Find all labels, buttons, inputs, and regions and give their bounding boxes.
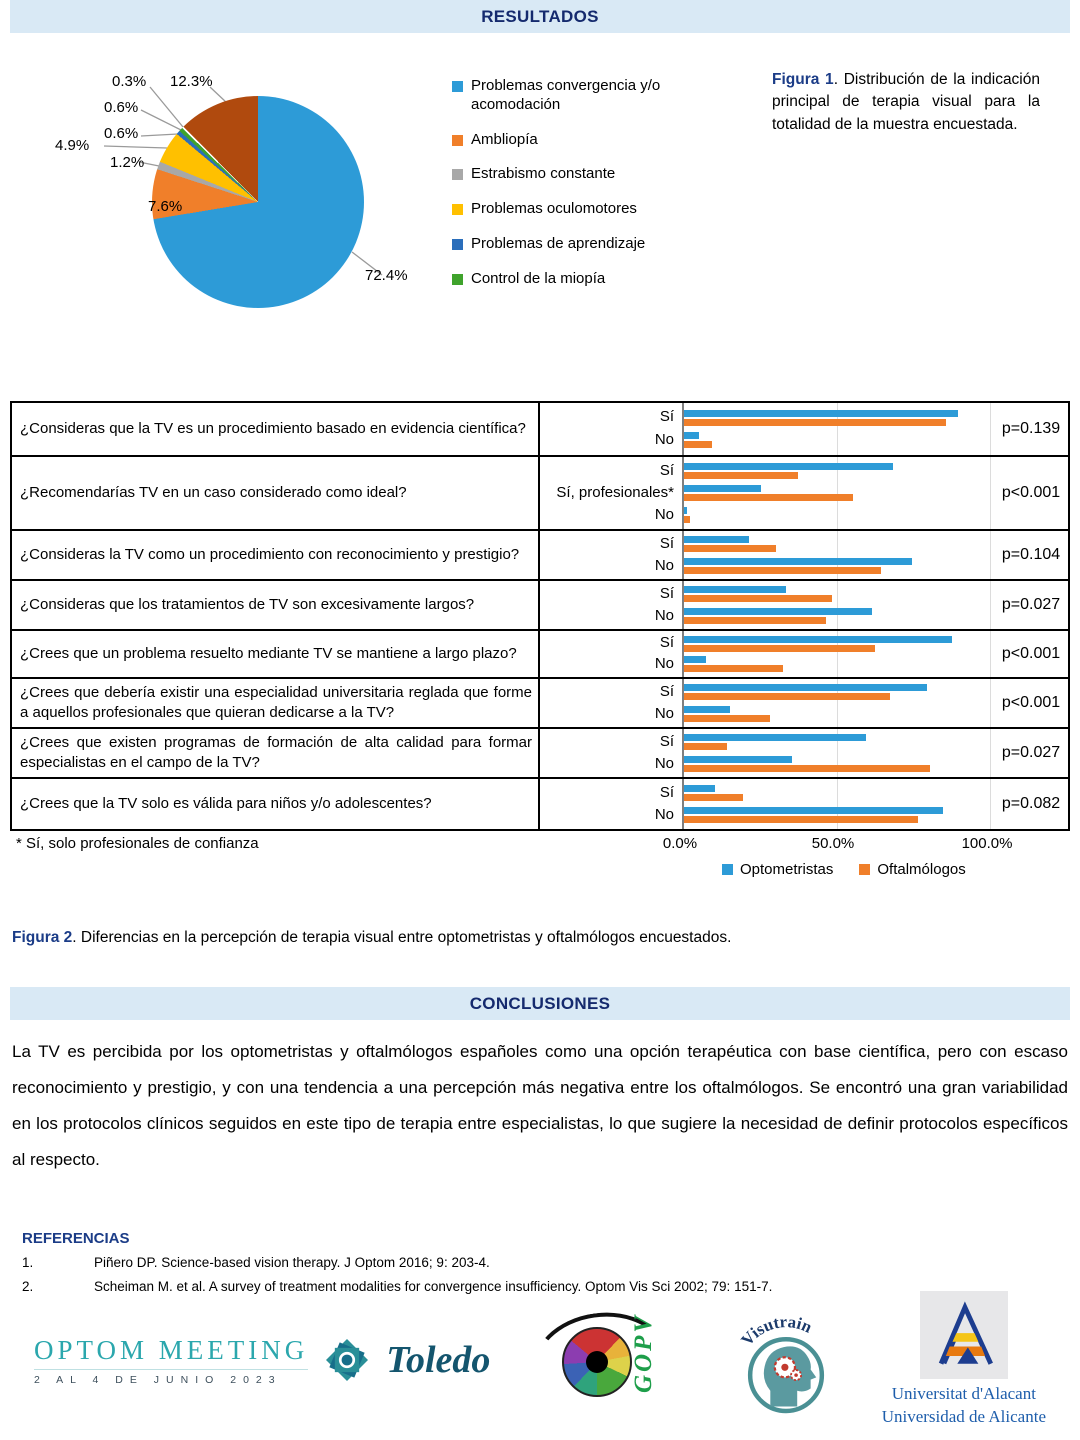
answer-label-column — [540, 779, 682, 829]
reference-text: Piñero DP. Science-based vision therapy. J Optom 2016; 9: 203-4. — [94, 1255, 490, 1271]
figura2-caption-label: Figura 2 — [12, 929, 73, 946]
bar-group — [684, 410, 992, 426]
p-value: p=0.027 — [1001, 596, 1061, 613]
question-cell: ¿Recomendarías TV en un caso considerado como ideal? — [12, 457, 540, 529]
conclusiones-section-header: CONCLUSIONES — [10, 987, 1070, 1020]
pie-chart — [152, 96, 364, 308]
legend-swatch-icon — [452, 135, 463, 146]
pie-slice-label: 0.3% — [112, 73, 147, 90]
answer-label: Sí — [659, 683, 674, 700]
reference-number: 2. — [22, 1279, 34, 1295]
oftalmologos-bar — [684, 516, 690, 523]
optometristas-bar — [684, 756, 792, 763]
pie-legend-item — [452, 235, 752, 254]
ua-name-spanish: Universidad de Alicante — [881, 1407, 1046, 1426]
bar-group — [684, 656, 992, 672]
ua-triangle-icon — [920, 1291, 1008, 1379]
legend-label: Control de la miopía — [471, 269, 606, 287]
answer-label-column — [540, 403, 682, 455]
reference-text: Scheiman M. et al. A survey of treatment modalities for convergence insufficiency. Optom Vis Sci 2002; 79: 151-7. — [94, 1279, 773, 1295]
p-value: p<0.001 — [1001, 694, 1061, 711]
toledo-wordmark: Toledo — [386, 1339, 491, 1381]
answer-label-column — [540, 531, 682, 579]
question-cell: ¿Consideras que los tratamientos de TV son excesivamente largos? — [12, 581, 540, 629]
optometristas-bar — [684, 656, 706, 663]
bar-group — [684, 432, 992, 448]
answer-label: Sí — [659, 733, 674, 750]
bar-group — [684, 636, 992, 652]
p-value: p<0.001 — [1001, 645, 1061, 662]
optometristas-bar — [684, 684, 927, 691]
bar-group — [684, 734, 992, 750]
bar-group — [684, 608, 992, 624]
conclusiones-paragraph: La TV es percibida por los optometristas y oftalmólogos españoles como una opción terapéutica con base científica, pero con escaso reconocimiento y prestigio, y con una tendencia a una percepción más negativa entre los oftalmólogos. Se encontró una gran variabilidad en los protocolos clínicos seguidos en este tipo de terapia entre especialistas, lo que sugiere la necesidad de definir protocolos específicos al respecto. — [12, 1042, 1068, 1170]
pie-legend-item — [452, 77, 752, 115]
legend-swatch-icon — [722, 864, 733, 875]
bar-group — [684, 706, 992, 722]
legend-label: Ambliopía — [471, 130, 538, 148]
gear-small-center — [794, 1373, 798, 1377]
bar-group — [684, 807, 992, 823]
answer-label: Sí — [659, 408, 674, 426]
gopv-eye-logo — [530, 1305, 690, 1415]
bar-group — [684, 558, 992, 574]
visutrain-arched-text: Visutrain — [737, 1312, 815, 1350]
table-row — [12, 581, 1068, 631]
toledo-star-icon — [320, 1333, 374, 1387]
answer-label-column — [540, 679, 682, 727]
bar-group — [684, 485, 992, 501]
question-cell: ¿Crees que un problema resuelto mediante TV se mantiene a largo plazo? — [12, 631, 540, 677]
university-alicante-logo — [882, 1291, 1046, 1429]
table-row — [12, 403, 1068, 457]
optometristas-bar — [684, 463, 893, 470]
bars-cell — [682, 779, 992, 829]
answer-label: No — [654, 556, 674, 574]
table-row — [12, 631, 1068, 679]
table-footnote: * Sí, solo profesionales de confianza — [16, 835, 259, 852]
oftalmologos-bar — [684, 743, 727, 750]
legend-label: Problemas convergencia y/o acomodación — [471, 77, 661, 113]
reference-item — [22, 1255, 1080, 1270]
optom-meeting-title: OPTOM MEETING — [34, 1335, 308, 1370]
p-value: p=0.104 — [1001, 546, 1061, 563]
pie-slice-label: 4.9% — [55, 137, 90, 154]
optometristas-bar — [684, 636, 952, 643]
bar-chart-legend — [722, 861, 966, 878]
resultados-section-header: RESULTADOS — [10, 0, 1070, 33]
optometristas-bar — [684, 485, 761, 492]
eye-iris-icon — [562, 1327, 632, 1397]
figura1-caption-text: . Distribución de la indicación principal de terapia visual para la totalidad de la muestra encuestada. — [772, 71, 1040, 133]
bars-cell — [682, 531, 992, 579]
references-block — [22, 1230, 1080, 1294]
optometristas-bar — [684, 432, 699, 439]
bars-cell — [682, 457, 992, 529]
ua-name-text — [882, 1383, 1046, 1429]
bar-group — [684, 586, 992, 602]
optometristas-bar — [684, 734, 866, 741]
pie-legend-item — [452, 131, 752, 150]
oftalmologos-bar — [684, 715, 770, 722]
oftalmologos-bar — [684, 472, 798, 479]
answer-label-column — [540, 581, 682, 629]
pie-slice-label: 7.6% — [148, 198, 183, 215]
table-row — [12, 457, 1068, 531]
optometristas-bar — [684, 706, 730, 713]
answer-label-column — [540, 631, 682, 677]
legend-swatch-icon — [452, 204, 463, 215]
question-cell: ¿Crees que debería existir una especialidad universitaria reglada que forme a aquellos profesionales que quieran dedicarse a la TV? — [12, 679, 540, 727]
references-list — [22, 1255, 1080, 1294]
pie-legend — [452, 77, 752, 304]
answer-label: No — [654, 704, 674, 722]
optom-meeting-logo — [34, 1333, 490, 1387]
bars-cell — [682, 403, 992, 455]
oftalmologos-bar — [684, 567, 881, 574]
bar-group — [684, 507, 992, 523]
pie-slice-label: 0.6% — [104, 125, 139, 142]
legend-label: Oftalmólogos — [877, 861, 966, 878]
x-axis-tick: 100.0% — [961, 835, 1013, 852]
oftalmologos-bar — [684, 595, 832, 602]
optom-meeting-dates: 2 AL 4 DE JUNIO 2023 — [34, 1373, 282, 1386]
oftalmologos-bar — [684, 545, 776, 552]
answer-label-column — [540, 457, 682, 529]
oftalmologos-bar — [684, 441, 712, 448]
pie-chart-area — [10, 55, 460, 355]
pie-slice-label: 1.2% — [110, 154, 145, 171]
answer-label: No — [654, 805, 674, 823]
answer-label: Sí — [659, 783, 674, 801]
legend-label: Problemas de aprendizaje — [471, 234, 646, 252]
answer-label: Sí — [659, 535, 674, 552]
answer-label: No — [654, 505, 674, 523]
bars-cell — [682, 581, 992, 629]
reference-number: 1. — [22, 1255, 34, 1271]
x-axis-tick: 50.0% — [811, 835, 855, 852]
optom-meeting-text — [34, 1335, 308, 1386]
p-value: p<0.001 — [1001, 484, 1061, 501]
pie-legend-item — [452, 200, 752, 219]
legend-label: Problemas oculomotores — [471, 200, 637, 217]
legend-swatch-icon — [452, 81, 463, 92]
bar-legend-item — [722, 861, 833, 878]
legend-swatch-icon — [452, 239, 463, 250]
figura1-caption — [772, 69, 1040, 136]
p-value: p=0.139 — [1001, 420, 1061, 437]
answer-label: No — [654, 655, 674, 673]
optometristas-bar — [684, 507, 687, 514]
gear-center — [781, 1364, 788, 1371]
pie-legend-item — [452, 270, 752, 289]
bar-group — [684, 536, 992, 552]
optometristas-bar — [684, 608, 872, 615]
answer-label: Sí — [659, 461, 674, 479]
p-value: p=0.082 — [1001, 795, 1061, 812]
pie-legend-item — [452, 165, 752, 184]
figura2-caption-text: . Diferencias en la percepción de terapia visual entre optometristas y oftalmólogos encuestados. — [72, 929, 732, 946]
bar-group — [684, 684, 992, 700]
oftalmologos-bar — [684, 617, 826, 624]
answer-label: No — [654, 431, 674, 449]
answer-label: Sí, profesionales* — [556, 483, 674, 501]
optometristas-bar — [684, 536, 749, 543]
answer-label: Sí — [659, 634, 674, 652]
legend-swatch-icon — [859, 864, 870, 875]
bar-legend-item — [859, 861, 965, 878]
optometristas-bar — [684, 807, 943, 814]
legend-swatch-icon — [452, 274, 463, 285]
question-cell: ¿Crees que existen programas de formación de alta calidad para formar especialistas en el campo de la TV? — [12, 729, 540, 777]
answer-label-column — [540, 729, 682, 777]
table-row — [12, 729, 1068, 779]
optometristas-bar — [684, 785, 715, 792]
ua-name-valencian: Universitat d'Alacant — [891, 1384, 1036, 1404]
answer-label: No — [654, 606, 674, 624]
pie-slice-label: 0.6% — [104, 99, 139, 116]
visutrain-logo — [730, 1301, 842, 1419]
survey-bar-table — [10, 401, 1070, 831]
answer-label: Sí — [659, 585, 674, 602]
oftalmologos-bar — [684, 645, 875, 652]
references-title: REFERENCIAS — [22, 1230, 130, 1248]
bars-cell — [682, 679, 992, 727]
bar-group — [684, 463, 992, 479]
bars-cell — [682, 631, 992, 677]
table-row — [12, 531, 1068, 581]
optometristas-bar — [684, 558, 912, 565]
x-axis-tick: 0.0% — [662, 835, 698, 852]
gopv-wordmark: GOPV — [630, 1312, 658, 1394]
figura1-caption-label: Figura 1 — [772, 71, 834, 88]
optometristas-bar — [684, 410, 958, 417]
figura2-caption — [12, 929, 1070, 947]
oftalmologos-bar — [684, 419, 946, 426]
question-cell: ¿Crees que la TV solo es válida para niños y/o adolescentes? — [12, 779, 540, 829]
bar-group — [684, 785, 992, 801]
question-cell: ¿Consideras que la TV es un procedimiento basado en evidencia científica? — [12, 403, 540, 455]
oftalmologos-bar — [684, 816, 918, 823]
chart-axis-area — [10, 831, 1070, 903]
p-value: p=0.027 — [1001, 744, 1061, 761]
oftalmologos-bar — [684, 665, 783, 672]
eye-pupil — [586, 1351, 608, 1373]
oftalmologos-bar — [684, 693, 890, 700]
question-cell: ¿Consideras la TV como un procedimiento con reconocimiento y prestigio? — [12, 531, 540, 579]
oftalmologos-bar — [684, 794, 743, 801]
pie-slice-label: 12.3% — [170, 73, 213, 90]
legend-label: Optometristas — [740, 861, 834, 878]
table-row — [12, 779, 1068, 831]
optometristas-bar — [684, 586, 786, 593]
answer-label: No — [654, 754, 674, 772]
legend-swatch-icon — [452, 169, 463, 180]
pie-slice-label: 72.4% — [365, 267, 408, 284]
oftalmologos-bar — [684, 765, 930, 772]
legend-label: Estrabismo constante — [471, 165, 616, 183]
footer-logos — [0, 1295, 1080, 1425]
bar-group — [684, 756, 992, 772]
bars-cell — [682, 729, 992, 777]
oftalmologos-bar — [684, 494, 853, 501]
table-row — [12, 679, 1068, 729]
figura1-block — [0, 55, 1080, 355]
